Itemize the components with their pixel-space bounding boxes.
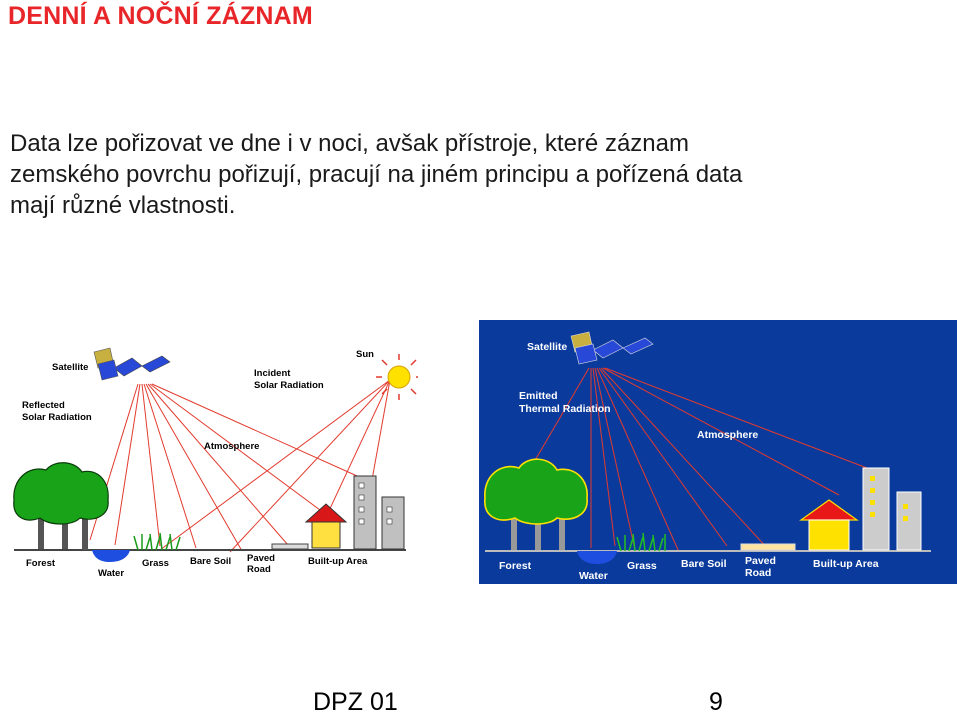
page-number: 9	[709, 688, 723, 716]
body-line-2: zemského povrchu pořizují, pracují na jiném principu a pořízená data	[10, 161, 743, 188]
label-bare-soil: Bare Soil	[681, 558, 727, 570]
label-emitted-1: Emitted	[519, 390, 558, 402]
label-emitted-2: Thermal Radiation	[519, 403, 611, 415]
slide-title: DENNÍ A NOČNÍ ZÁZNAM	[8, 2, 313, 30]
label-incident-2: Solar Radiation	[254, 380, 324, 391]
label-forest: Forest	[499, 560, 532, 572]
body-line-1: Data lze pořizovat ve dne i v noci, avšak přístroje, které záznam	[10, 130, 689, 157]
footer-course-code: DPZ 01	[313, 688, 398, 716]
label-atmosphere: Atmosphere	[697, 429, 759, 441]
label-paved-1: Paved	[745, 555, 776, 567]
label-reflected-1: Reflected	[22, 400, 65, 411]
label-forest: Forest	[26, 558, 56, 569]
label-grass: Grass	[142, 558, 169, 569]
label-grass: Grass	[627, 560, 657, 572]
paved-road-icon	[741, 544, 795, 550]
day-figure-svg	[10, 320, 418, 582]
night-figure-svg	[479, 320, 957, 584]
label-builtup: Built-up Area	[308, 556, 368, 567]
paved-road-icon	[272, 544, 308, 549]
label-paved-2: Road	[247, 564, 271, 575]
body-line-3: mají různé vlastnosti.	[10, 192, 236, 219]
label-paved-2: Road	[745, 567, 772, 579]
label-water: Water	[98, 568, 125, 579]
day-remote-sensing-figure	[10, 320, 418, 582]
label-water: Water	[579, 570, 608, 582]
label-paved-1: Paved	[247, 553, 275, 564]
label-builtup: Built-up Area	[813, 558, 879, 570]
label-atmosphere: Atmosphere	[204, 441, 260, 452]
label-reflected-2: Solar Radiation	[22, 412, 92, 423]
label-incident-1: Incident	[254, 368, 291, 379]
label-satellite: Satellite	[52, 362, 89, 373]
body-paragraph	[10, 128, 940, 221]
label-sun: Sun	[356, 349, 374, 360]
label-satellite: Satellite	[527, 341, 568, 353]
night-remote-sensing-figure	[479, 320, 957, 584]
label-bare-soil: Bare Soil	[190, 556, 232, 567]
